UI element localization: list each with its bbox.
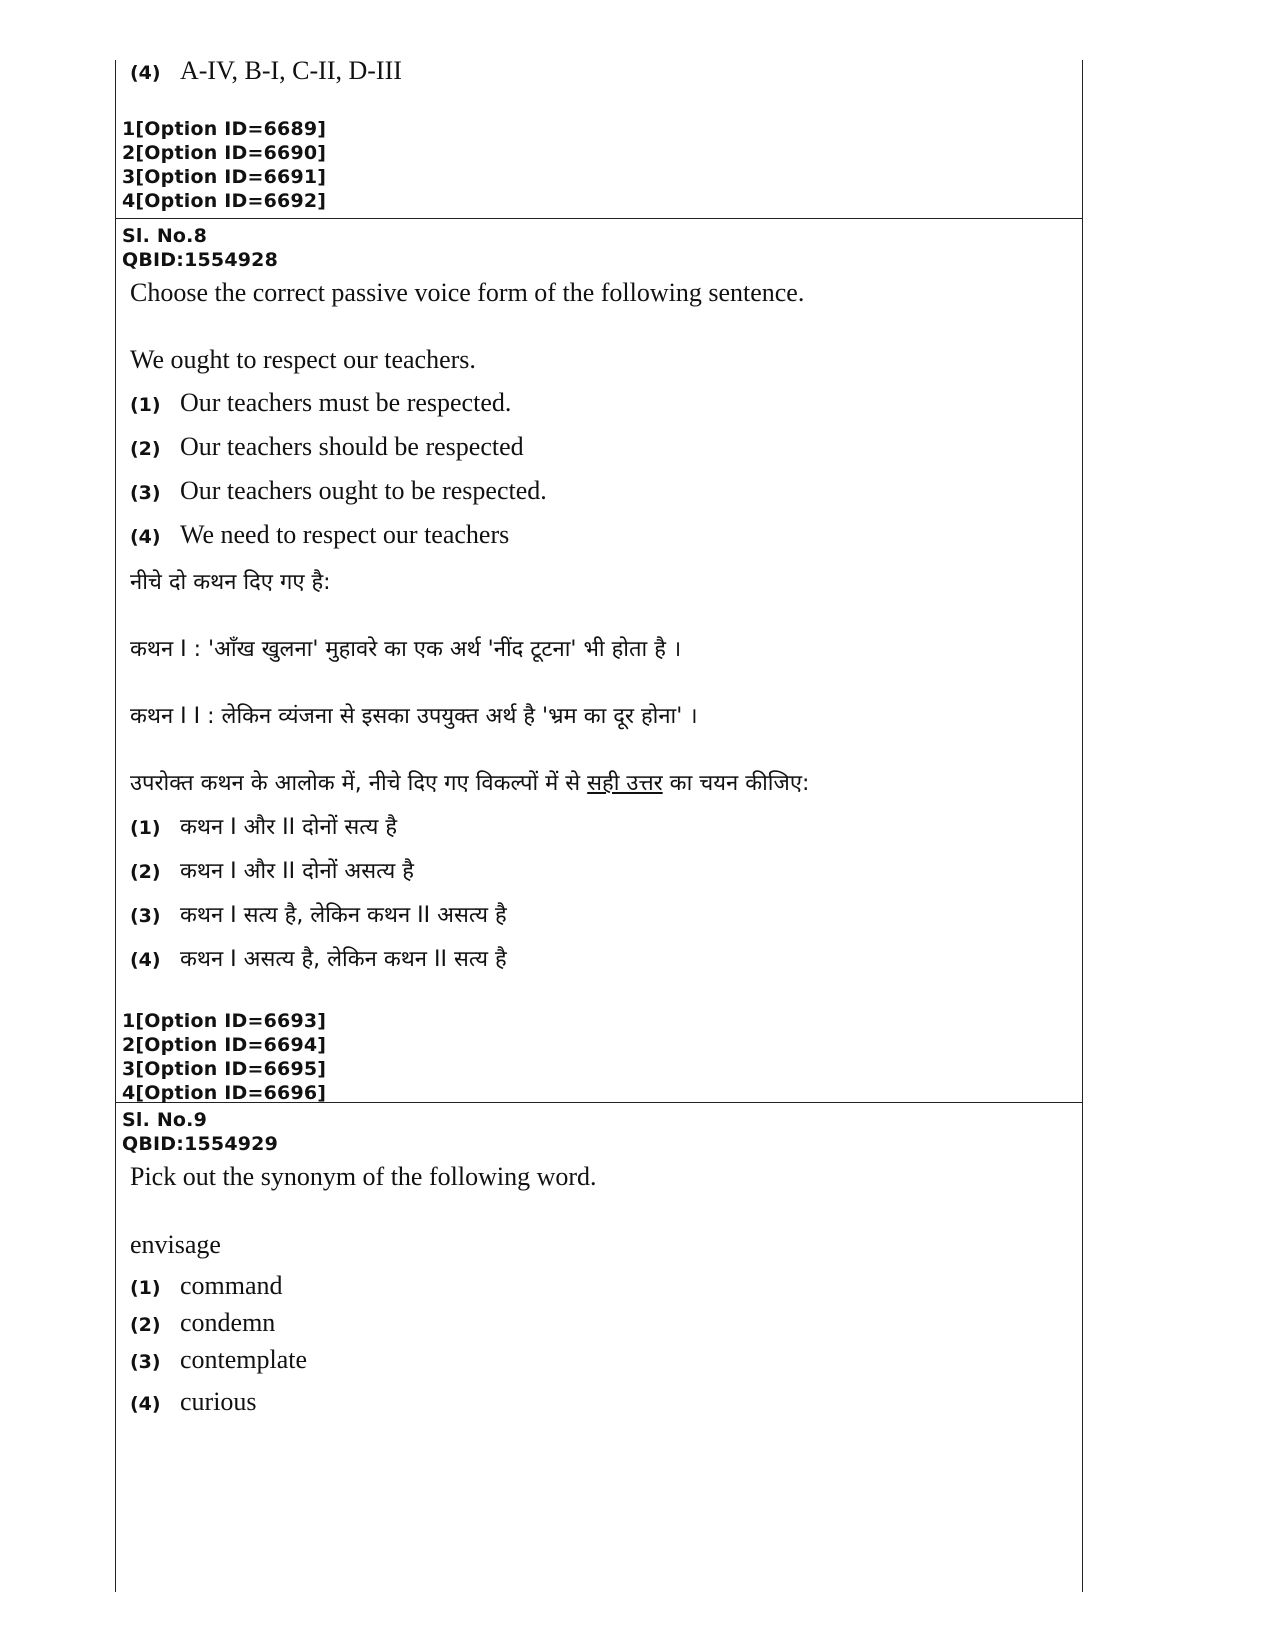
option-text: Our teachers must be respected. [180,388,512,417]
q9-prompt: Pick out the synonym of the following word. [130,1162,597,1191]
q8-hindi-statement-2: कथन I I : लेकिन व्यंजना से इसका उपयुक्त अर्थ है 'भ्रम का दूर होना' । [130,704,698,729]
option-text: Our teachers should be respected [180,432,524,461]
q8-hindi-statement-1: कथन I : 'आँख खुलना' मुहावरे का एक अर्थ 'नींद टूटना' भी होता है । [130,637,682,662]
option-number: (4) [130,526,161,548]
option-text: Our teachers ought to be respected. [180,476,547,505]
option-number: (3) [130,1351,161,1373]
q8-option-id-4: 4[Option ID=6696] [122,1082,327,1104]
q8-hindi-option-1 [130,812,397,844]
option-number: (1) [130,1277,161,1299]
q7-option-4 [130,55,402,89]
q8-qbid: QBID:1554928 [122,249,279,271]
option-number: (2) [130,861,161,883]
q8-option-1 [130,387,511,421]
q8-prompt: Choose the correct passive voice form of the following sentence. [130,278,805,307]
instruction-underlined: सही उत्तर [587,771,663,796]
q8-hindi-instruction [130,768,809,800]
q8-option-3 [130,475,547,509]
option-number: (4) [130,62,161,84]
option-text: curious [180,1387,257,1416]
q8-sentence: We ought to respect our teachers. [130,345,476,374]
q7-option-id-4: 4[Option ID=6692] [122,190,327,212]
option-text: A-IV, B-I, C-II, D-III [180,56,402,85]
option-number: (4) [130,1393,161,1415]
option-text: कथन I और II दोनों सत्य है [180,815,398,840]
q7-option-id-1: 1[Option ID=6689] [122,118,327,140]
option-text: कथन I सत्य है, लेकिन कथन II असत्य है [180,903,507,928]
option-text: We need to respect our teachers [180,520,510,549]
option-text: contemplate [180,1345,308,1374]
q8-hindi-intro: नीचे दो कथन दिए गए है: [130,570,331,595]
q9-option-2 [130,1307,275,1341]
option-text: कथन I और II दोनों असत्य है [180,859,414,884]
option-number: (1) [130,394,161,416]
q8-hindi-option-2 [130,856,414,888]
q9-option-3 [130,1344,307,1378]
q8-option-4 [130,519,509,553]
instruction-text: उपरोक्त कथन के आलोक में, नीचे दिए गए विकल्पों में से [130,771,588,796]
option-text: command [180,1271,283,1300]
q8-hindi-option-4 [130,944,507,976]
q8-sl-no: Sl. No.8 [122,225,208,247]
q9-option-1 [130,1270,283,1304]
q9-qbid: QBID:1554929 [122,1133,279,1155]
option-text: condemn [180,1308,276,1337]
question-separator-8 [115,218,1083,219]
instruction-text-end: का चयन कीजिए: [662,771,810,796]
option-number: (4) [130,949,161,971]
q9-option-4 [130,1386,257,1420]
option-number: (1) [130,817,161,839]
q8-hindi-option-3 [130,900,507,932]
option-text: कथन I असत्य है, लेकिन कथन II सत्य है [180,947,507,972]
q8-option-2 [130,431,524,465]
q8-option-id-2: 2[Option ID=6694] [122,1034,327,1056]
option-number: (3) [130,905,161,927]
option-number: (2) [130,438,161,460]
option-number: (2) [130,1314,161,1336]
q7-option-id-2: 2[Option ID=6690] [122,142,327,164]
q8-option-id-1: 1[Option ID=6693] [122,1010,327,1032]
q9-sl-no: Sl. No.9 [122,1109,208,1131]
q7-option-id-3: 3[Option ID=6691] [122,166,327,188]
q8-option-id-3: 3[Option ID=6695] [122,1058,327,1080]
q9-word: envisage [130,1230,221,1259]
option-number: (3) [130,482,161,504]
